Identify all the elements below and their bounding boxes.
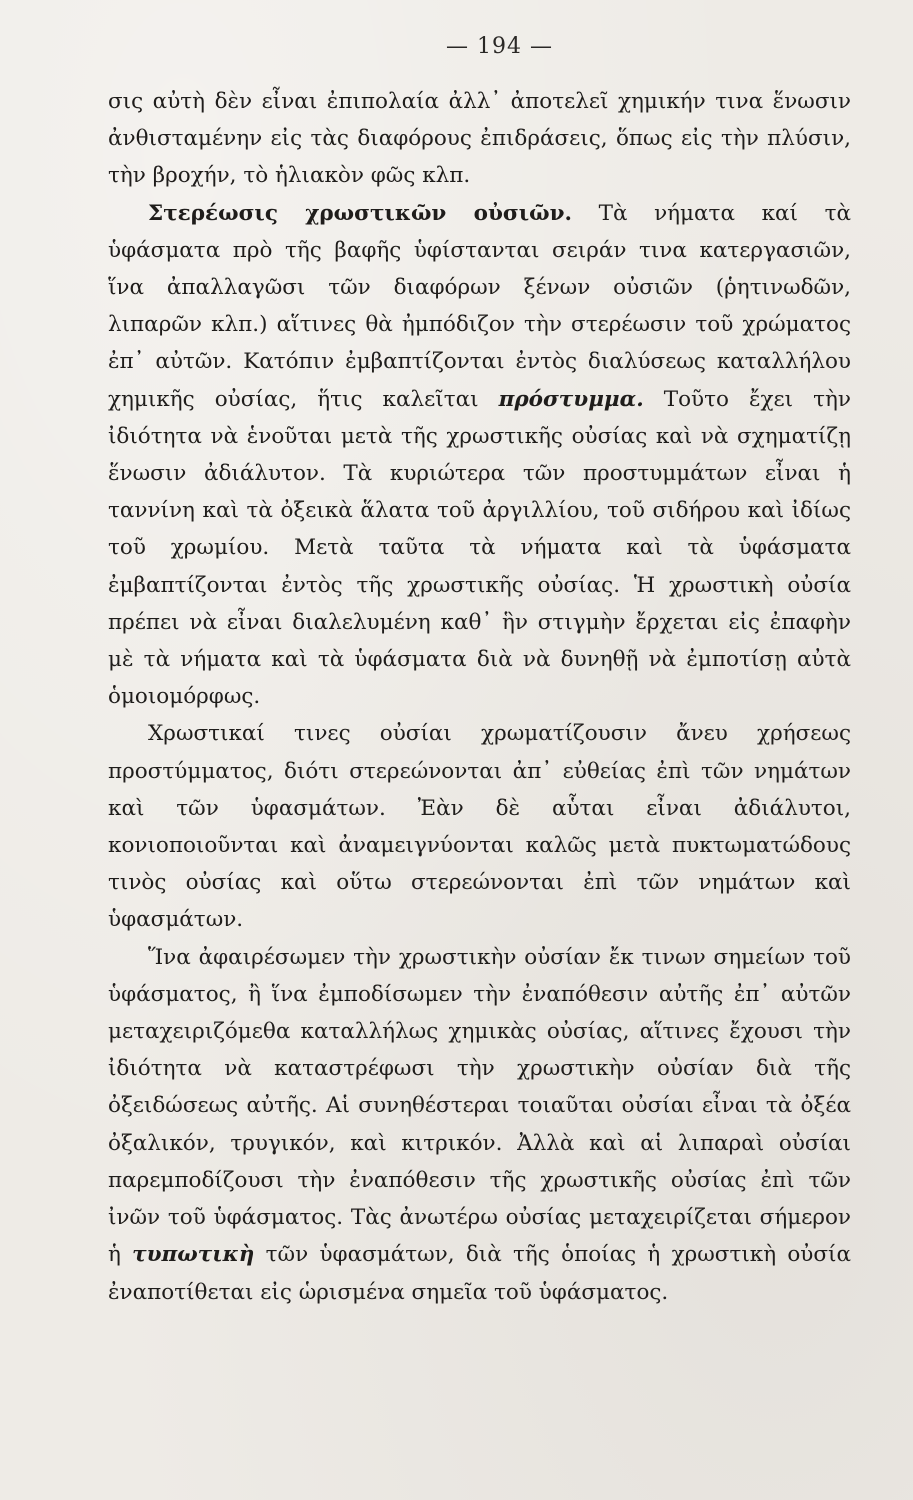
section-heading: Στερέωσις χρωστικῶν οὐσιῶν. bbox=[148, 200, 572, 226]
paragraph-text: Ἵνα ἀφαιρέσωμεν τὴν χρωστικὴν οὐσίαν ἔκ τινων σημείων τοῦ ὑφάσματος, ἢ ἵνα ἐμποδίσωμεν τὴν ἐναπόθεσιν αὐτῆς ἐπ᾽ αὐτῶν μεταχειριζόμεθα καταλλήλως χημικὰς οὐσίας, αἵτινες ἔχουσι τὴν ἰδιότητα νὰ καταστρέφωσι τὴν χρωστικὴν οὐσίαν διὰ τῆς ὀξειδώσεως αὐτῆς. Αἱ συνηθέστεραι τοιαῦται οὐσίαι εἶναι τὰ ὀξέα ὀξαλικόν, τρυγικόν, καὶ κιτρικόν. Ἀλλὰ καὶ αἱ λιπαραὶ οὐσίαι παρεμποδίζουσι τὴν ἐναπόθεσιν τῆς χρωστικῆς οὐσίας ἐπὶ τῶν ἰνῶν τοῦ ὑφάσματος. Τὰς ἀνωτέρω οὐσίας μεταχειρίζεται σήμερον ἡ bbox=[108, 944, 851, 1268]
term-prostymma: πρόστυμμα. bbox=[498, 386, 644, 412]
term-typotiki: τυπωτικὴ bbox=[132, 1242, 255, 1268]
paragraph-text: Τοῦτο ἔχει τὴν ἰδιότητα νὰ ἑνοῦται μετὰ τῆς χρωστικῆς οὐσίας καὶ νὰ σχηματίζῃ ἕνωσιν ἀδιάλυτον. Τὰ κυριώτερα τῶν προστυμμάτων εἶναι ἡ ταννίνη καὶ τὰ ὀξεικὰ ἅλατα τοῦ ἀργιλλίου, τοῦ σιδήρου καὶ ἰδίως τοῦ χρωμίου. Μετὰ ταῦτα τὰ νήματα καὶ τὰ ὑφάσματα ἐμβαπτίζονται ἐντὸς τῆς χρωστικῆς οὐσίας. Ἡ χρωστικὴ οὐσία πρέπει νὰ εἶναι διαλελυμένη καθ᾽ ἣν στιγμὴν ἔρχεται εἰς ἐπαφὴν μὲ τὰ νήματα καὶ τὰ ὑφάσματα διὰ νὰ δυνηθῇ νὰ ἐμποτίσῃ αὐτὰ ὁμοιομόρφως. bbox=[108, 386, 851, 710]
page-number: — 194 — bbox=[446, 34, 553, 59]
paragraph-direct-dyes: Χρωστικαί τινες οὐσίαι χρωματίζουσιν ἄνευ χρήσεως προστύμματος, διότι στερεώνονται ἀπ᾽ εὐθείας ἐπὶ τῶν νημάτων καὶ τῶν ὑφασμάτων. Ἐὰν δὲ αὗται εἶναι ἀδιάλυτοι, κονιοποιοῦνται καὶ ἀναμειγνύονται καλῶς μετὰ πυκτωματώδους τινὸς οὐσίας καὶ οὕτω στερεώνονται ἐπὶ τῶν νημάτων καὶ ὑφασμάτων. bbox=[108, 721, 851, 933]
paragraph-text: τῶν ὑφασμάτων, διὰ τῆς ὁποίας ἡ χρωστικὴ οὐσία ἐναποτίθεται εἰς ὡρισμένα σημεῖα τοῦ ὑφάσματος. bbox=[108, 1242, 852, 1305]
paragraph-removal bbox=[108, 939, 851, 1311]
body-text bbox=[108, 83, 851, 1311]
paragraph-text: Τὰ νήματα καί τὰ ὑφάσματα πρὸ τῆς βαφῆς ὑφίστανται σειράν τινα κατεργασιῶν, ἵνα ἀπαλλαγῶσι τῶν διαφόρων ξένων οὐσιῶν (ῥητινωδῶν, λιπαρῶν κλπ.) αἵτινες θὰ ἠμπόδιζον τὴν στερέωσιν τοῦ χρώματος ἐπ᾽ αὐτῶν. Κατόπιν ἐμβαπτίζονται ἐντὸς διαλύσεως καταλλήλου χημικῆς οὐσίας, ἥτις καλεῖται bbox=[108, 200, 851, 412]
paragraph-continuation: σις αὐτὴ δὲν εἶναι ἐπιπολαία ἀλλ᾽ ἀποτελεῖ χημικήν τινα ἕνωσιν ἀνθισταμένην εἰς τὰς διαφόρους ἐπιδράσεις, ὅπως εἰς τὴν πλύσιν, τὴν βροχήν, τὸ ἡλιακὸν φῶς κλπ. bbox=[108, 89, 851, 189]
paragraph-fixation bbox=[108, 195, 851, 716]
